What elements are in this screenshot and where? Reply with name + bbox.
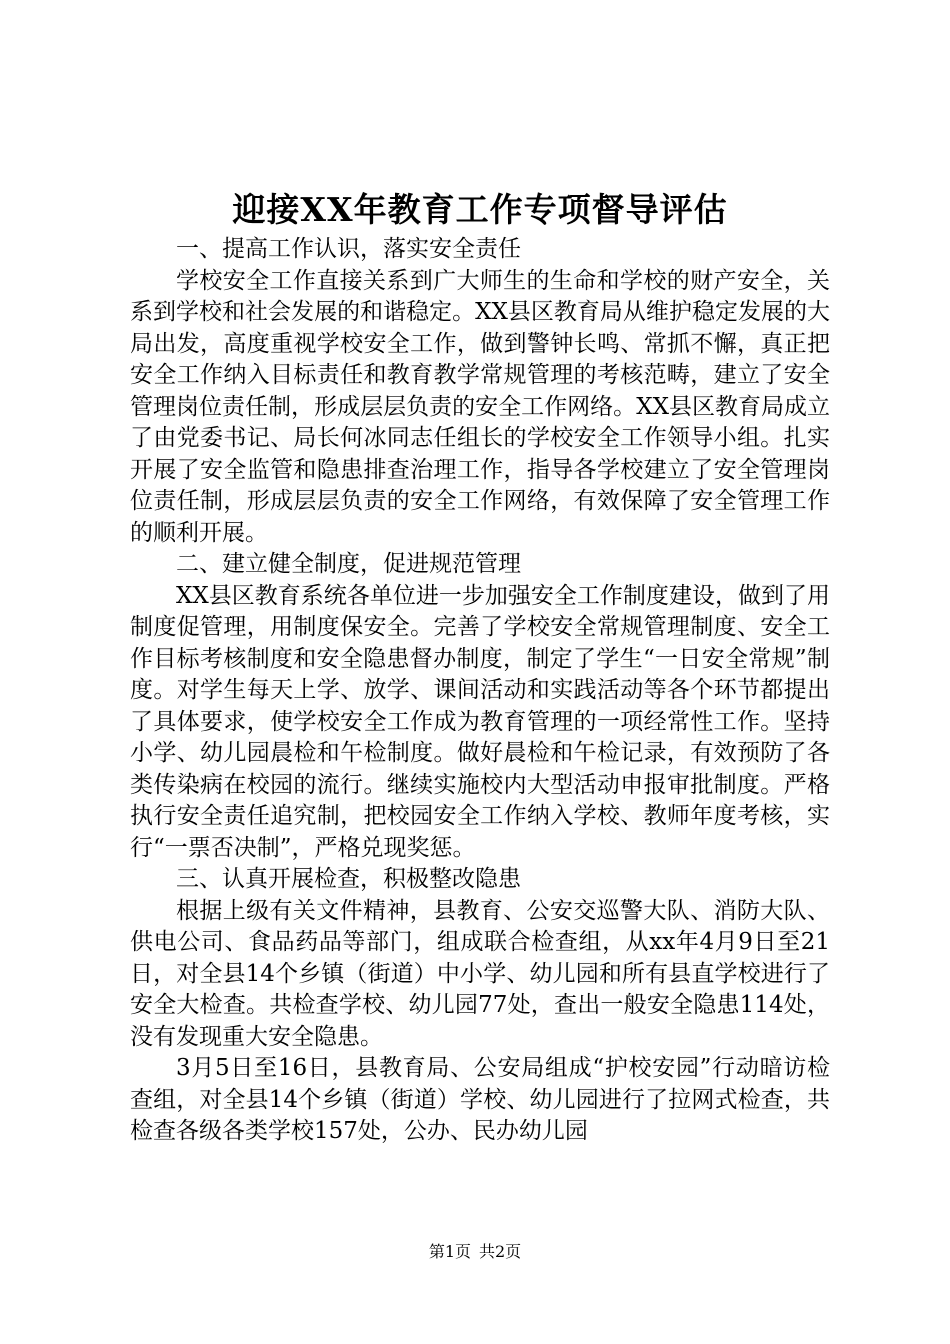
section-heading: 三、认真开展检查，积极整改隐患 — [176, 866, 521, 892]
paragraph: 学校安全工作直接关系到广大师生的生命和学校的财产安全，关系到学校和社会发展的和谐稳定。XX县区教育局从维护稳定发展的大局出发，高度重视学校安全工作，做到警钟长鸣、常抓不懈，真正把安全工作纳入目标责任和教育教学常规管理的考核范畴，建立了安全管理岗位责任制，形成层层负责的安全工作网络。XX县区教育局成立了由党委书记、局长何冰同志任组长的学校安全工作领导小组。扎实开展了安全监管和隐患排查治理工作，指导各学校建立了安全管理岗位责任制，形成层层负责的安全工作网络，有效保障了安全管理工作的顺利开展。 — [130, 267, 830, 546]
section-3 — [130, 864, 830, 1148]
page-number-current: 第1页 — [428, 1242, 471, 1261]
section-2 — [130, 549, 830, 864]
document-title: 迎接XX年教育工作专项督导评估 — [232, 190, 728, 229]
section-heading: 二、建立健全制度，促进规范管理 — [176, 551, 521, 577]
paragraph: 根据上级有关文件精神，县教育、公安交巡警大队、消防大队、供电公司、食品药品等部门，组成联合检查组，从xx年4月9日至21日，对全县14个乡镇（街道）中小学、幼儿园和所有县直学校进行了安全大检查。共检查学校、幼儿园77处，查出一般安全隐患114处，没有发现重大安全隐患。 — [130, 897, 830, 1050]
paragraph: XX县区教育系统各单位进一步加强安全工作制度建设，做到了用制度促管理，用制度保安全。完善了学校安全常规管理制度、安全工作目标考核制度和安全隐患督办制度，制定了学生“一日安全常规”制度。对学生每天上学、放学、课间活动和实践活动等各个环节都提出了具体要求，使学校安全工作成为教育管理的一项经常性工作。坚持小学、幼儿园晨检和午检制度。做好晨检和午检记录，有效预防了各类传染病在校园的流行。继续实施校内大型活动申报审批制度。严格执行安全责任追究制，把校园安全工作纳入学校、教师年度考核，实行“一票否决制”，严格兑现奖惩。 — [130, 582, 830, 861]
document-page — [130, 186, 830, 1148]
page-number-total: 共2页 — [479, 1242, 522, 1261]
page-footer — [0, 1242, 950, 1262]
paragraph: 3月5日至16日，县教育局、公安局组成“护校安园”行动暗访检查组，对全县14个乡镇（街道）学校、幼儿园进行了拉网式检查，共检查各级各类学校157处，公办、民办幼儿园 — [130, 1055, 830, 1144]
section-heading: 一、提高工作认识，落实安全责任 — [176, 236, 521, 262]
section-1 — [130, 234, 830, 549]
